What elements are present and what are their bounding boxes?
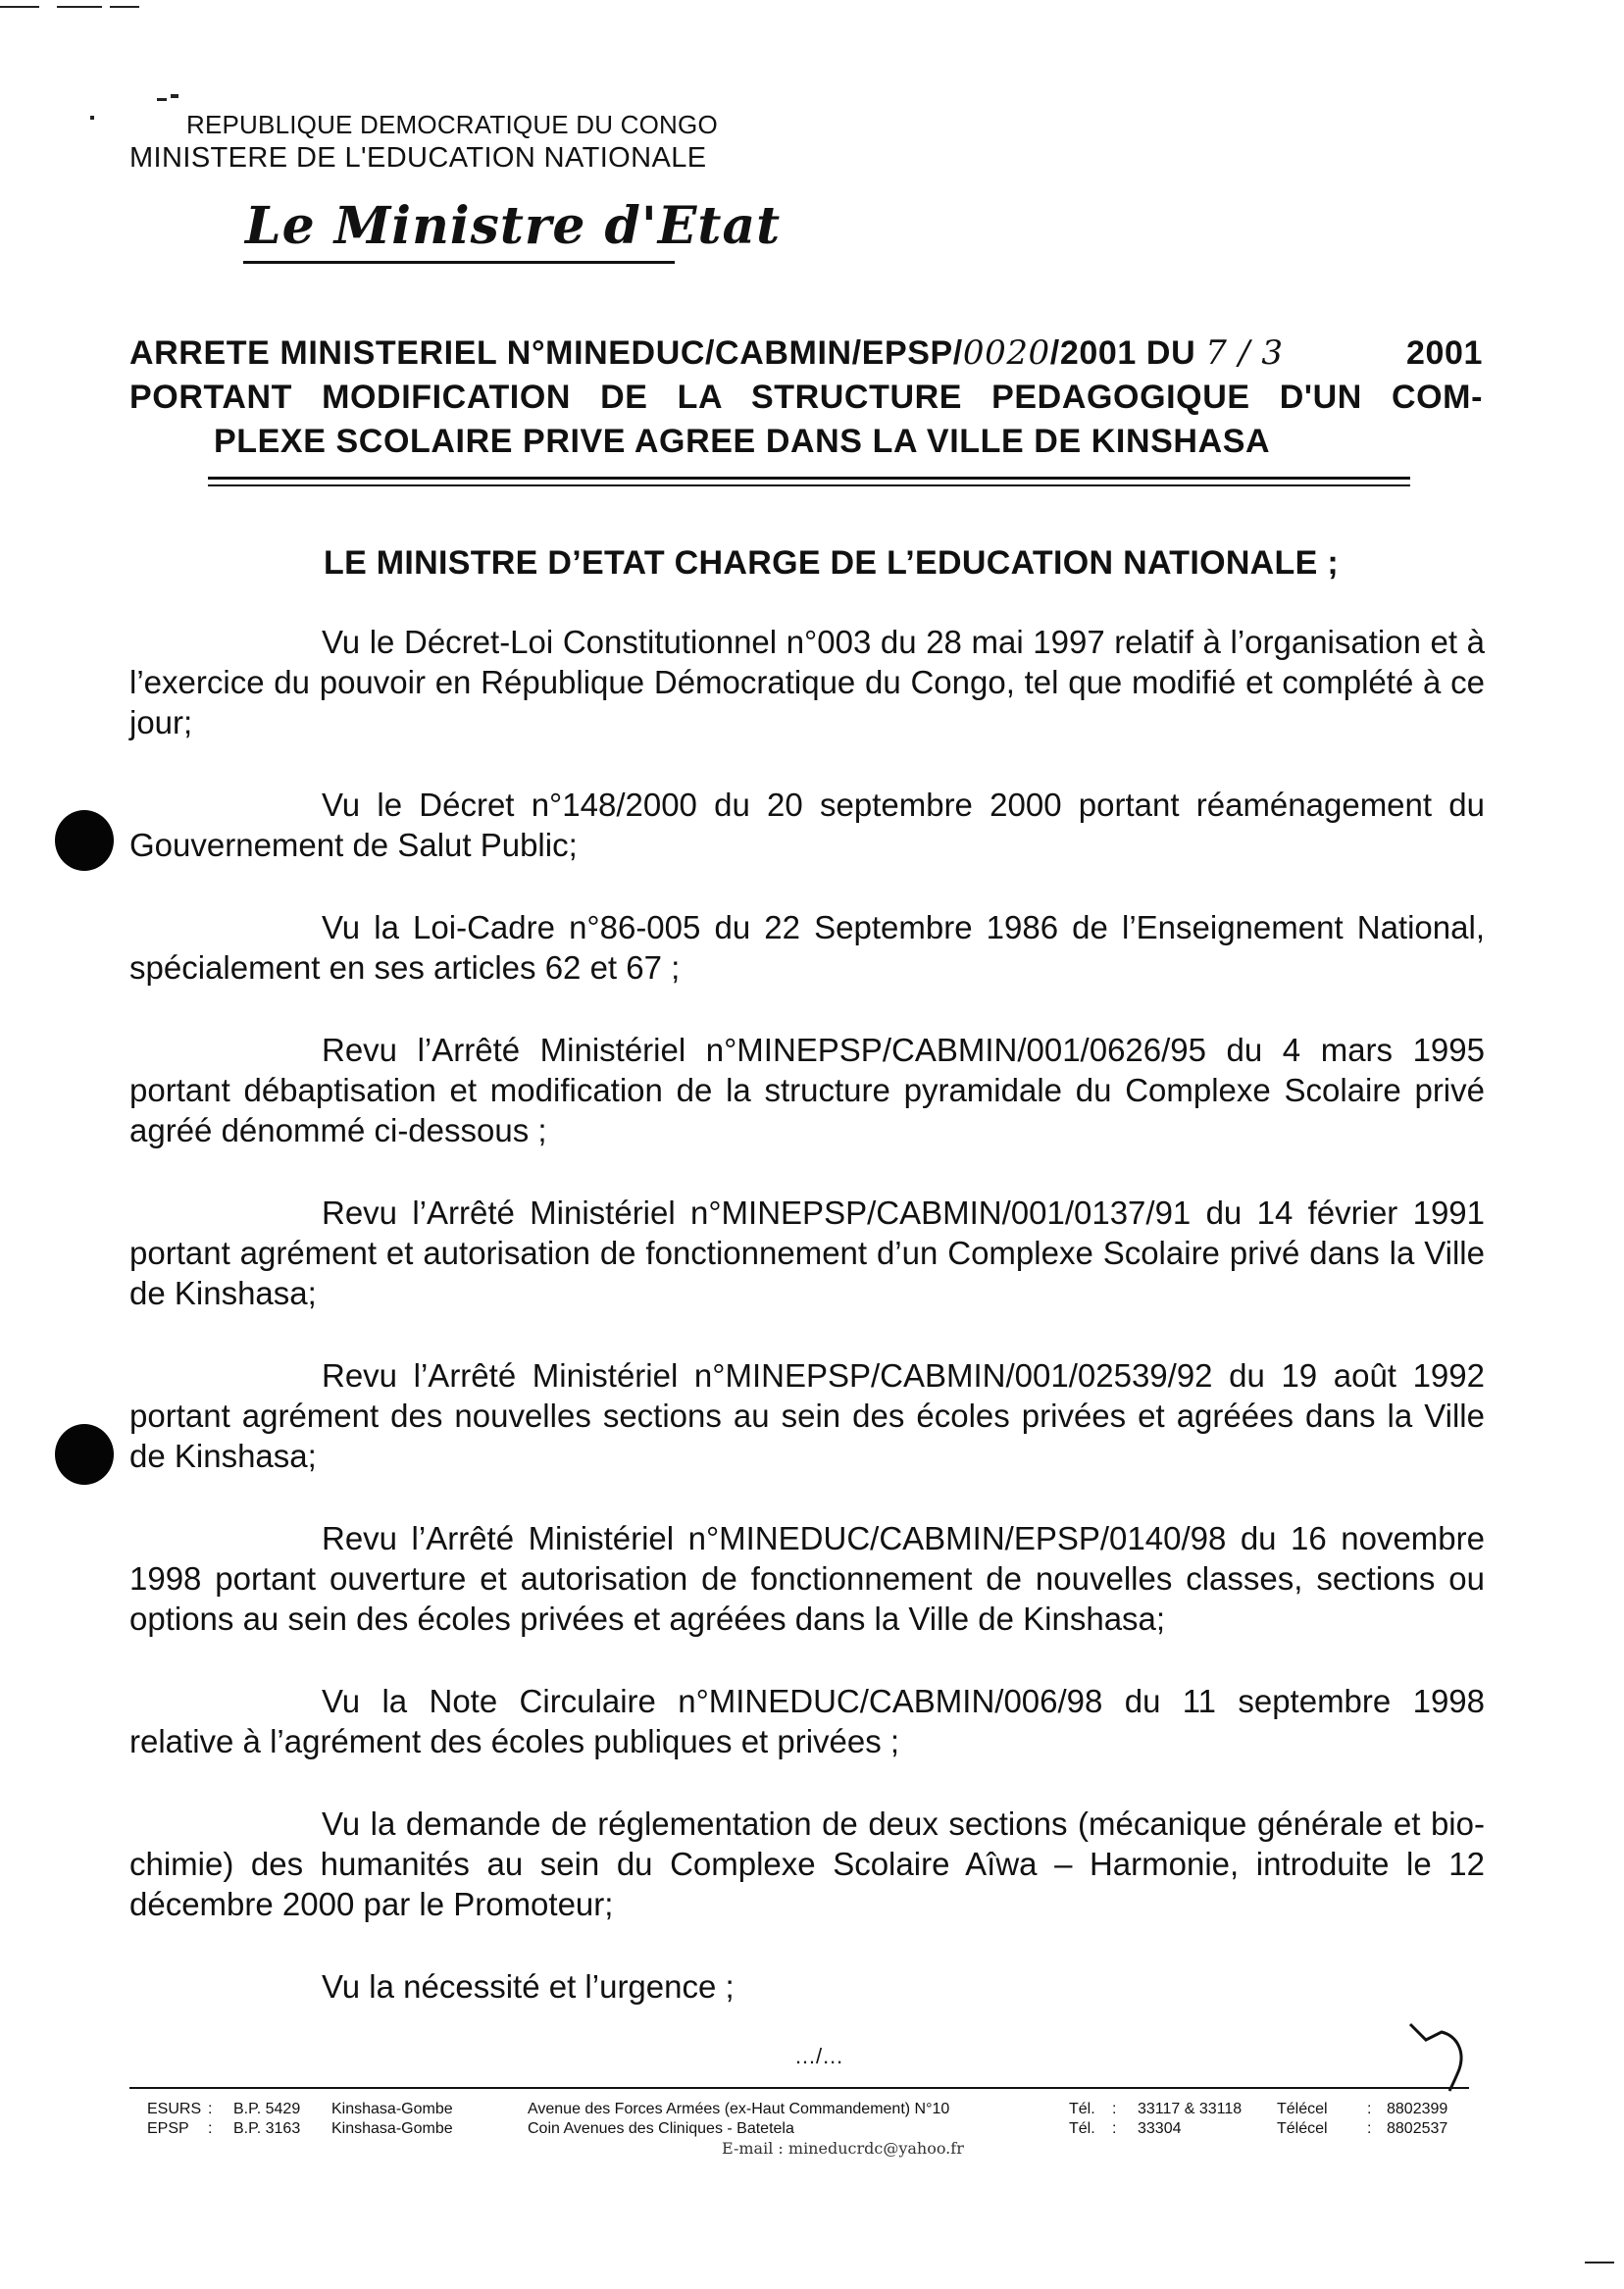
minister-heading: LE MINISTRE D’ETAT CHARGE DE L’EDUCATION NATIONALE ; xyxy=(324,544,1339,582)
footer-rule xyxy=(129,2087,1469,2089)
footer-fax: 8802399 xyxy=(1387,2101,1448,2117)
footer-org: ESURS xyxy=(147,2101,202,2117)
decree-title-line-2: PORTANT MODIFICATION DE LA STRUCTURE PEDAGOGIQUE D'UN COM- xyxy=(129,379,1483,416)
decree-reference-prefix: ARRETE MINISTERIEL N°MINEDUC/CABMIN/EPSP/ xyxy=(129,334,963,372)
decree-title-line-1 xyxy=(129,331,1483,376)
minister-title: Le Ministre d'Etat xyxy=(245,196,782,256)
footer-separator: : xyxy=(1367,2101,1372,2117)
recital-paragraph: Vu la demande de réglementation de deux sections (mécanique générale et bio-chimie) des humanités au sein du Complexe Scolaire Aîwa – Harmonie, introduite le 12 décembre 2000 par le Promoteur; xyxy=(129,1806,1485,1922)
recital-paragraph: Revu l’Arrêté Ministériel n°MINEPSP/CABMIN/001/02539/92 du 19 août 1992 portant agrément des nouvelles sections au sein des écoles privées et agréées dans la Ville de Kinshasa; xyxy=(129,1357,1485,1474)
title-double-rule-bottom xyxy=(208,484,1410,486)
decree-reference xyxy=(129,331,1284,376)
footer-separator: : xyxy=(208,2101,213,2117)
footer-tel: 33117 & 33118 xyxy=(1138,2101,1243,2117)
country-name: REPUBLIQUE DEMOCRATIQUE DU CONGO xyxy=(186,110,718,139)
recital-paragraph: Vu le Décret-Loi Constitutionnel n°003 du 28 mai 1997 relatif à l’organisation et à l’exercice du pouvoir en République Démocratique du Congo, tel que modifié et complété à ce jour; xyxy=(129,624,1485,740)
page-continuation-mark: …/… xyxy=(794,2044,844,2068)
footer-contact-block xyxy=(147,2100,1481,2159)
scan-artifact-mark xyxy=(90,116,94,120)
decree-title xyxy=(129,331,1483,464)
letterhead xyxy=(129,110,718,175)
punch-hole xyxy=(55,810,114,871)
scan-artifact-mark xyxy=(0,6,39,8)
footer-tel-label: Tél. xyxy=(1069,2120,1095,2137)
scan-artifact-mark xyxy=(110,6,139,8)
recital-paragraph: Revu l’Arrêté Ministériel n°MINEPSP/CABMIN/001/0137/91 du 14 février 1991 portant agrément et autorisation de fonctionnement d’un Complexe Scolaire privé dans la Ville de Kinshasa; xyxy=(129,1195,1485,1311)
footer-separator: : xyxy=(1367,2120,1372,2137)
footer-tel: 33304 xyxy=(1138,2120,1182,2137)
footer-org: EPSP xyxy=(147,2120,189,2137)
title-double-rule-top xyxy=(208,477,1410,480)
footer-separator: : xyxy=(1112,2120,1117,2137)
handwritten-decree-date: 7 / 3 xyxy=(1205,333,1284,373)
scan-artifact-mark xyxy=(171,94,178,98)
handwritten-decree-number: 0020 xyxy=(962,333,1050,373)
recital-paragraph: Vu la Note Circulaire n°MINEDUC/CABMIN/006/98 du 11 septembre 1998 relative à l’agrément des écoles publiques et privées ; xyxy=(129,1683,1485,1759)
recital-paragraph: Vu le Décret n°148/2000 du 20 septembre 2000 portant réaménagement du Gouvernement de Salut Public; xyxy=(129,787,1485,863)
scan-artifact-mark xyxy=(57,6,102,8)
footer-po-box: B.P. 3163 xyxy=(233,2120,301,2137)
footer-tel-label: Tél. xyxy=(1069,2101,1095,2117)
ministry-name: MINISTERE DE L'EDUCATION NATIONALE xyxy=(129,142,707,174)
footer-separator: : xyxy=(1112,2101,1117,2117)
decree-year: 2001 xyxy=(1405,334,1483,372)
footer-address: Avenue des Forces Armées (ex-Haut Commandement) N°10 xyxy=(528,2101,950,2117)
recital-paragraph: Vu la Loi-Cadre n°86-005 du 22 Septembre 1986 de l’Enseignement National, spécialement en ses articles 62 et 67 ; xyxy=(129,909,1485,986)
recital-paragraph: Revu l’Arrêté Ministériel n°MINEDUC/CABMIN/EPSP/0140/98 du 16 novembre 1998 portant ouverture et autorisation de fonctionnement de nouvelles classes, sections ou options au sein des écoles privées et agréées dans la Ville de Kinshasa; xyxy=(129,1520,1485,1637)
recital-paragraph: Vu la nécessité et l’urgence ; xyxy=(322,1968,735,2005)
footer-fax-label: Télécel xyxy=(1277,2101,1328,2117)
scan-artifact-mark xyxy=(157,98,167,101)
footer-address: Coin Avenues des Cliniques - Batetela xyxy=(528,2120,794,2137)
footer-city: Kinshasa-Gombe xyxy=(331,2101,453,2117)
decree-title-line-3: PLEXE SCOLAIRE PRIVE AGREE DANS LA VILLE DE KINSHASA xyxy=(214,423,1271,460)
decree-reference-mid: /2001 DU xyxy=(1049,334,1206,372)
handwritten-paraph-mark xyxy=(1406,2018,1469,2093)
recitals xyxy=(129,622,1485,2049)
footer-email: E-mail : mineducrdc@yahoo.fr xyxy=(722,2139,964,2158)
footer-fax: 8802537 xyxy=(1387,2120,1448,2137)
punch-hole xyxy=(55,1424,114,1485)
footer-city: Kinshasa-Gombe xyxy=(331,2120,453,2137)
minister-title-underline xyxy=(243,261,675,264)
footer-row-epsp xyxy=(147,2119,1481,2139)
footer-separator: : xyxy=(208,2120,213,2137)
recital-paragraph: Revu l’Arrêté Ministériel n°MINEPSP/CABMIN/001/0626/95 du 4 mars 1995 portant débaptisation et modification de la structure pyramidale du Complexe Scolaire privé agréé dénommé ci-dessous ; xyxy=(129,1032,1485,1148)
footer-row-esurs xyxy=(147,2100,1481,2119)
footer-po-box: B.P. 5429 xyxy=(233,2101,301,2117)
scan-artifact-mark xyxy=(1585,2262,1614,2264)
footer-fax-label: Télécel xyxy=(1277,2120,1328,2137)
